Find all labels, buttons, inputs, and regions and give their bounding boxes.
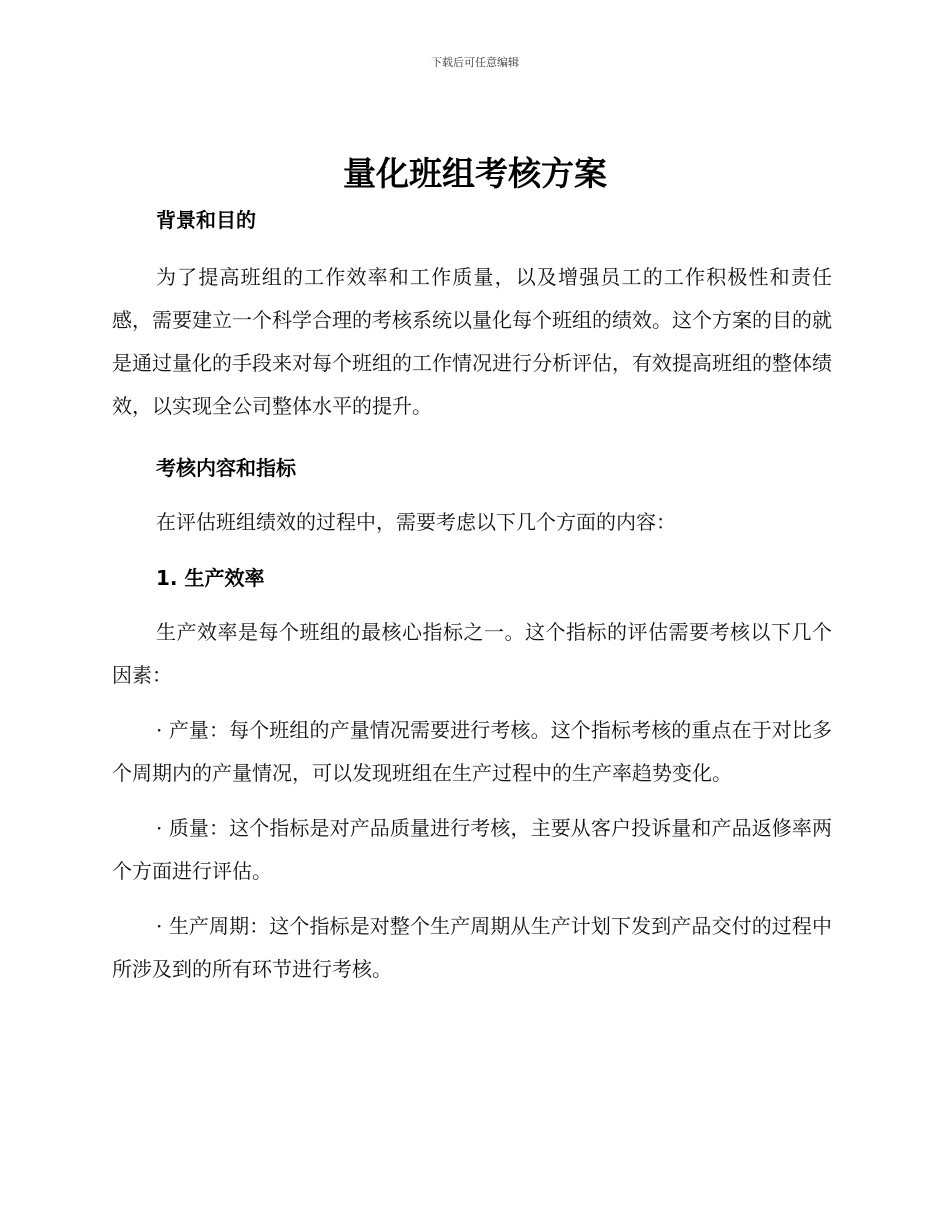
page-title: 量化班组考核方案 <box>343 154 607 193</box>
section-heading-background: 背景和目的 <box>156 208 256 232</box>
section-heading-efficiency: 1. 生产效率 <box>156 566 265 590</box>
paragraph-efficiency-intro: 生产效率是每个班组的最核心指标之一。这个指标的评估需要考核以下几个因素： <box>112 620 832 687</box>
bullet-output: · 产量：每个班组的产量情况需要进行考核。这个指标考核的重点在于对比多个周期内的产量情况，可以发现班组在生产过程中的生产率趋势变化。 <box>112 718 832 785</box>
section-heading-content: 考核内容和指标 <box>156 456 296 480</box>
document-body <box>112 203 832 991</box>
bullet-production-cycle: · 生产周期：这个指标是对整个生产周期从生产计划下发到产品交付的过程中所涉及到的所有环节进行考核。 <box>112 914 832 981</box>
bullet-quality: · 质量：这个指标是对产品质量进行考核，主要从客户投诉量和产品返修率两个方面进行评估。 <box>112 816 832 883</box>
paragraph-background: 为了提高班组的工作效率和工作质量，以及增强员工的工作积极性和责任感，需要建立一个科学合理的考核系统以量化每个班组的绩效。这个方案的目的就是通过量化的手段来对每个班组的工作情况进行分析评估，有效提高班组的整体绩效，以实现全公司整体水平的提升。 <box>112 265 832 418</box>
paragraph-content-intro: 在评估班组绩效的过程中，需要考虑以下几个方面的内容： <box>156 510 676 534</box>
header-note: 下载后可任意编辑 <box>431 56 519 69</box>
